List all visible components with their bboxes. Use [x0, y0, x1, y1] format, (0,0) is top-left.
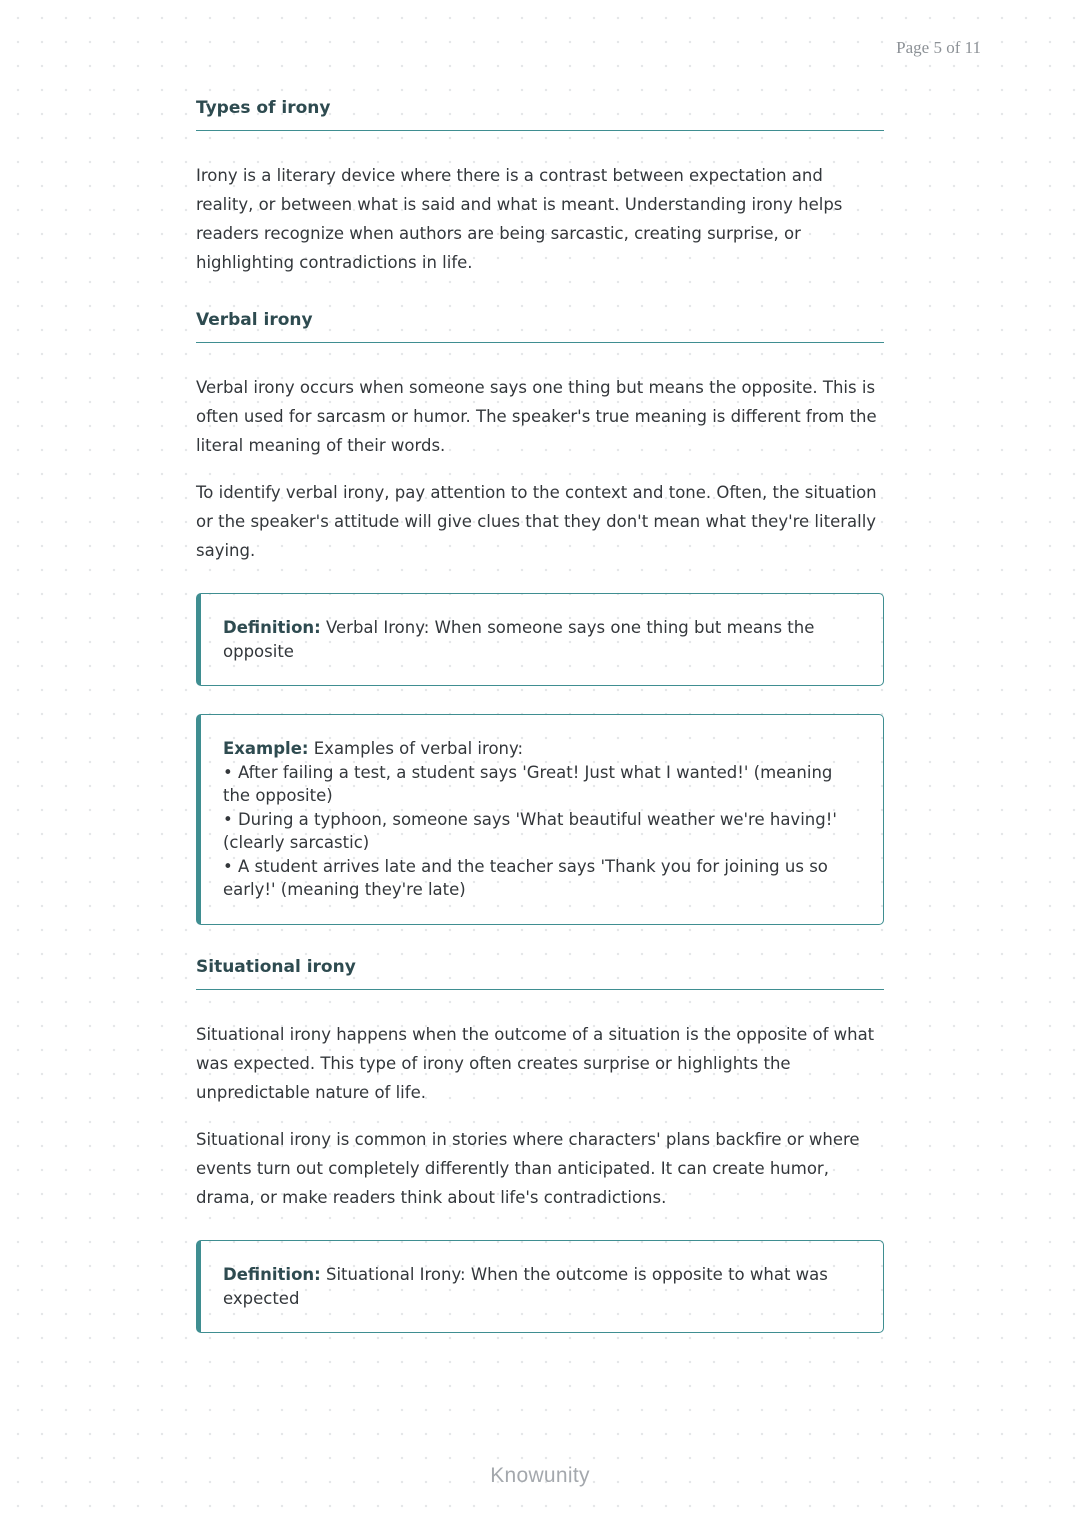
example-box-verbal-irony: [196, 714, 884, 925]
example-intro: Examples of verbal irony:: [313, 739, 524, 758]
paragraph-situational-irony-2: Situational irony is common in stories where characters' plans backfire or where events turn out completely differently than anticipated. It can create humor, drama, or make readers think about life's contradictions.: [196, 1130, 860, 1207]
section-heading-situational-irony: Situational irony: [196, 955, 884, 990]
paragraph-verbal-irony-1: Verbal irony occurs when someone says one thing but means the opposite. This is often used for sarcasm or humor. The speaker's true meaning is different from the literal meaning of their words.: [196, 378, 877, 455]
paragraph-verbal-irony-2: To identify verbal irony, pay attention to the context and tone. Often, the situation or the speaker's attitude will give clues that they don't mean what they're literally saying.: [196, 483, 877, 560]
section-heading-verbal-irony: Verbal irony: [196, 308, 884, 343]
definition-box-situational-irony: [196, 1240, 884, 1333]
definition-box-verbal-irony: [196, 593, 884, 686]
example-item: • During a typhoon, someone says 'What beautiful weather we're having!' (clearly sarcastic): [223, 809, 837, 852]
definition-label: Definition:: [223, 618, 321, 637]
knowunity-footer-logo: Knowunity: [490, 1464, 590, 1487]
paragraph-irony-intro: Irony is a literary device where there is a contrast between expectation and reality, or between what is said and what is meant. Understanding irony helps readers recognize when authors are being sarcastic, creating surprise, or highlighting contradictions in life.: [196, 166, 843, 272]
document-content: [196, 96, 884, 1333]
example-label: Example:: [223, 739, 309, 758]
section-heading-types-of-irony: Types of irony: [196, 96, 884, 131]
page-number: Page 5 of 11: [896, 38, 981, 57]
definition-text: Verbal Irony: When someone says one thing but means the opposite: [223, 618, 815, 661]
definition-text: Situational Irony: When the outcome is opposite to what was expected: [223, 1265, 828, 1308]
paragraph-situational-irony-1: Situational irony happens when the outcome of a situation is the opposite of what was expected. This type of irony often creates surprise or highlights the unpredictable nature of life.: [196, 1025, 875, 1102]
definition-label: Definition:: [223, 1265, 321, 1284]
example-item: • After failing a test, a student says 'Great! Just what I wanted!' (meaning the opposite): [223, 762, 833, 805]
example-item: • A student arrives late and the teacher says 'Thank you for joining us so early!' (meaning they're late): [223, 856, 828, 899]
